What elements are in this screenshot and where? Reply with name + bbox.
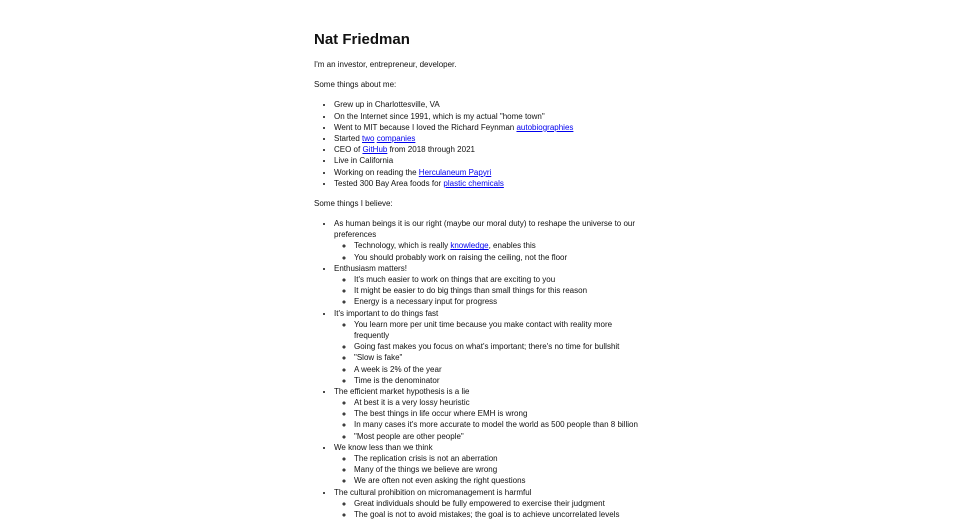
link-autobiographies[interactable]: autobiographies [516,122,574,132]
list-item: • The efficient market hypothesis is a lie ◦ At best it is a very lossy heuristic ◦ The best things in life occur where EMH is wrong ◦ In many cases it's more accurate to model the world as 500 people than 8 billion ◦ "Most people are other people" [334,386,646,442]
list-item: • We know less than we think ◦ The replication crisis is not an aberration ◦ Many of the things we believe are wrong ◦ We are often not even asking the right questions [334,442,646,487]
link-knowledge[interactable]: knowledge [450,241,489,251]
list-item: ◦ Energy is a necessary input for progress [354,296,646,307]
about-list [314,99,646,189]
list-item: • The cultural prohibition on micromanagement is harmful ◦ Great individuals should be fully empowered to exercise their judgment ◦ The goal is not to avoid mistakes; the goal is to achieve uncorrelated levels [334,487,646,521]
list-item: ◦ We are often not even asking the right questions [354,475,646,486]
list-item: ◦ It's much easier to work on things that are exciting to you [354,274,646,285]
sub-list [334,319,646,386]
list-item: ◦ The goal is not to avoid mistakes; the goal is to achieve uncorrelated levels [354,509,646,520]
link-plastic-chemicals[interactable]: plastic chemicals [443,178,504,188]
sub-list [334,274,646,308]
list-item: • Live in California [334,155,646,166]
link-herculaneum-papyri[interactable]: Herculaneum Papyri [418,167,492,177]
link-two[interactable]: two [362,133,375,143]
list-item: ◦ You should probably work on raising the ceiling, not the floor [354,252,646,263]
sub-list [334,397,646,442]
content-column [314,0,646,520]
link-companies[interactable]: companies [376,133,416,143]
list-item: ◦ "Slow is fake" [354,352,646,363]
list-item: • Enthusiasm matters! ◦ It's much easier to work on things that are exciting to you ◦ It might be easier to do big things than small things for this reason ◦ Energy is a necessary input for progress [334,263,646,308]
list-item: ◦ The best things in life occur where EMH is wrong [354,408,646,419]
list-item: • CEO of GitHub from 2018 through 2021 [334,144,646,155]
sub-list [334,240,646,262]
believe-heading: Some things I believe: [314,198,393,208]
list-item: • Tested 300 Bay Area foods for plastic chemicals [334,178,646,189]
list-item: ◦ The replication crisis is not an aberration [354,453,646,464]
list-item: • Started two companies [334,133,646,144]
list-item: • Working on reading the Herculaneum Papyri [334,167,646,178]
list-item: ◦ You learn more per unit time because you make contact with reality more frequently [354,319,646,341]
list-item: • Went to MIT because I loved the Richard Feynman autobiographies [334,122,646,133]
list-item: ◦ It might be easier to do big things than small things for this reason [354,285,646,296]
list-item: • As human beings it is our right (maybe our moral duty) to reshape the universe to our preferences ◦ Technology, which is really knowledge, enables this ◦ You should probably work on raising the ceiling, not the floor [334,218,646,263]
believe-list [314,218,646,520]
page-title: Nat Friedman [314,31,410,48]
list-item: ◦ At best it is a very lossy heuristic [354,397,646,408]
about-heading: Some things about me: [314,80,397,90]
list-item: ◦ Many of the things we believe are wrong [354,464,646,475]
sub-list [334,453,646,487]
list-item: ◦ Time is the denominator [354,375,646,386]
list-item: • It's important to do things fast ◦ You learn more per unit time because you make contact with reality more frequently ◦ Going fast makes you focus on what's important; there's no time for bullshit ◦ "Slow is fake" ◦ A week is 2% of the year ◦ Time is the denominator [334,308,646,386]
list-item: ◦ In many cases it's more accurate to model the world as 500 people than 8 billion [354,419,646,430]
list-item: ◦ "Most people are other people" [354,431,646,442]
list-item: ◦ Great individuals should be fully empowered to exercise their judgment [354,498,646,509]
list-item: • On the Internet since 1991, which is my actual "home town" [334,111,646,122]
list-item: ◦ Going fast makes you focus on what's important; there's no time for bullshit [354,341,646,352]
list-item: • Grew up in Charlottesville, VA [334,99,646,110]
list-item: ◦ Technology, which is really knowledge, enables this [354,240,646,251]
link-github[interactable]: GitHub [362,145,388,155]
list-item: ◦ A week is 2% of the year [354,364,646,375]
intro-text: I'm an investor, entrepreneur, developer. [314,60,457,69]
sub-list [334,498,646,520]
